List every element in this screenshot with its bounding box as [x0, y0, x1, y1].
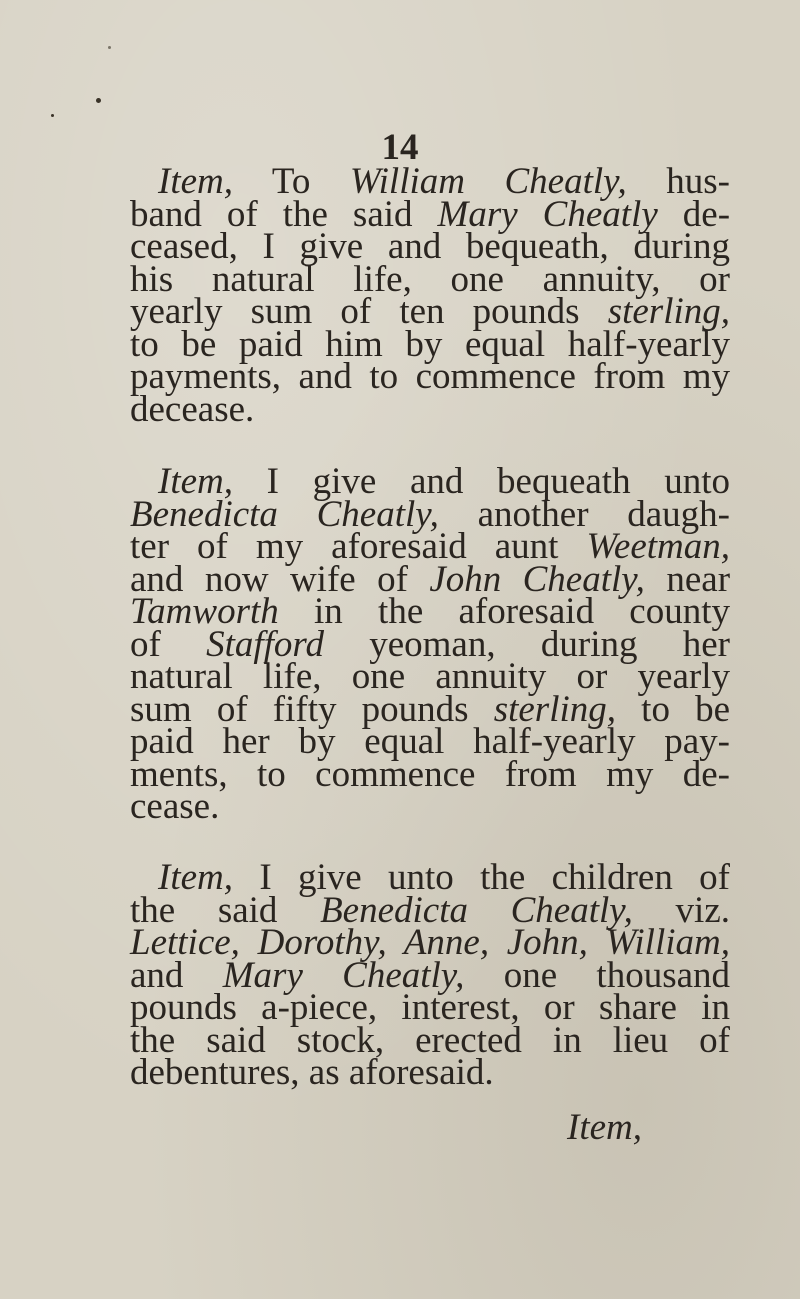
page-number: 14 — [381, 127, 419, 168]
text-line: yearly sum of ten pounds sterling, — [130, 291, 731, 332]
text-line: Lettice, Dorothy, Anne, John, William, — [130, 922, 730, 963]
text-line: pounds a-piece, interest, or share in — [130, 987, 730, 1028]
text-line: and now wife of John Cheatly, near — [130, 558, 731, 600]
text-line: the said stock, erected in lieu of — [130, 1019, 730, 1061]
paragraph-1 — [130, 161, 731, 430]
text-line: the said Benedicta Cheatly, viz. — [130, 889, 730, 931]
text-line: debentures, as aforesaid. — [130, 1052, 494, 1093]
text-line: Tamworth in the aforesaid county — [130, 591, 731, 632]
catchword: Item, — [567, 1107, 642, 1148]
text-line: to be paid him by equal half-yearly — [130, 323, 730, 365]
text-line: Benedicta Cheatly, another daugh- — [130, 493, 730, 535]
paragraph-2 — [130, 461, 731, 827]
text-line: and Mary Cheatly, one thousand — [130, 954, 731, 996]
ink-speck — [96, 98, 101, 103]
text-line: Item, To William Cheatly, hus- — [158, 161, 730, 202]
text-line: of Stafford yeoman, during her — [130, 623, 730, 665]
text-line: ceased, I give and bequeath, during — [130, 226, 730, 267]
text-line: Item, I give and bequeath unto — [158, 461, 731, 502]
text-line: his natural life, one annuity, or — [130, 258, 730, 300]
text-line: band of the said Mary Cheatly de- — [130, 193, 731, 235]
text-line: natural life, one annuity or yearly — [130, 656, 730, 697]
text-line: decease. — [130, 388, 255, 430]
ink-speck — [108, 46, 111, 49]
text-line: paid her by equal half-yearly pay- — [130, 721, 730, 762]
text-line: Item, I give unto the children of — [158, 857, 730, 898]
text-line: ments, to commence from my de- — [130, 753, 730, 795]
text-line: payments, and to commence from my — [130, 356, 730, 397]
text-line: cease. — [130, 786, 220, 827]
ink-speck — [51, 114, 54, 117]
paragraph-3 — [130, 857, 731, 1093]
text-line: sum of fifty pounds sterling, to be — [130, 688, 731, 730]
text-line: ter of my aforesaid aunt Weetman, — [130, 526, 730, 567]
